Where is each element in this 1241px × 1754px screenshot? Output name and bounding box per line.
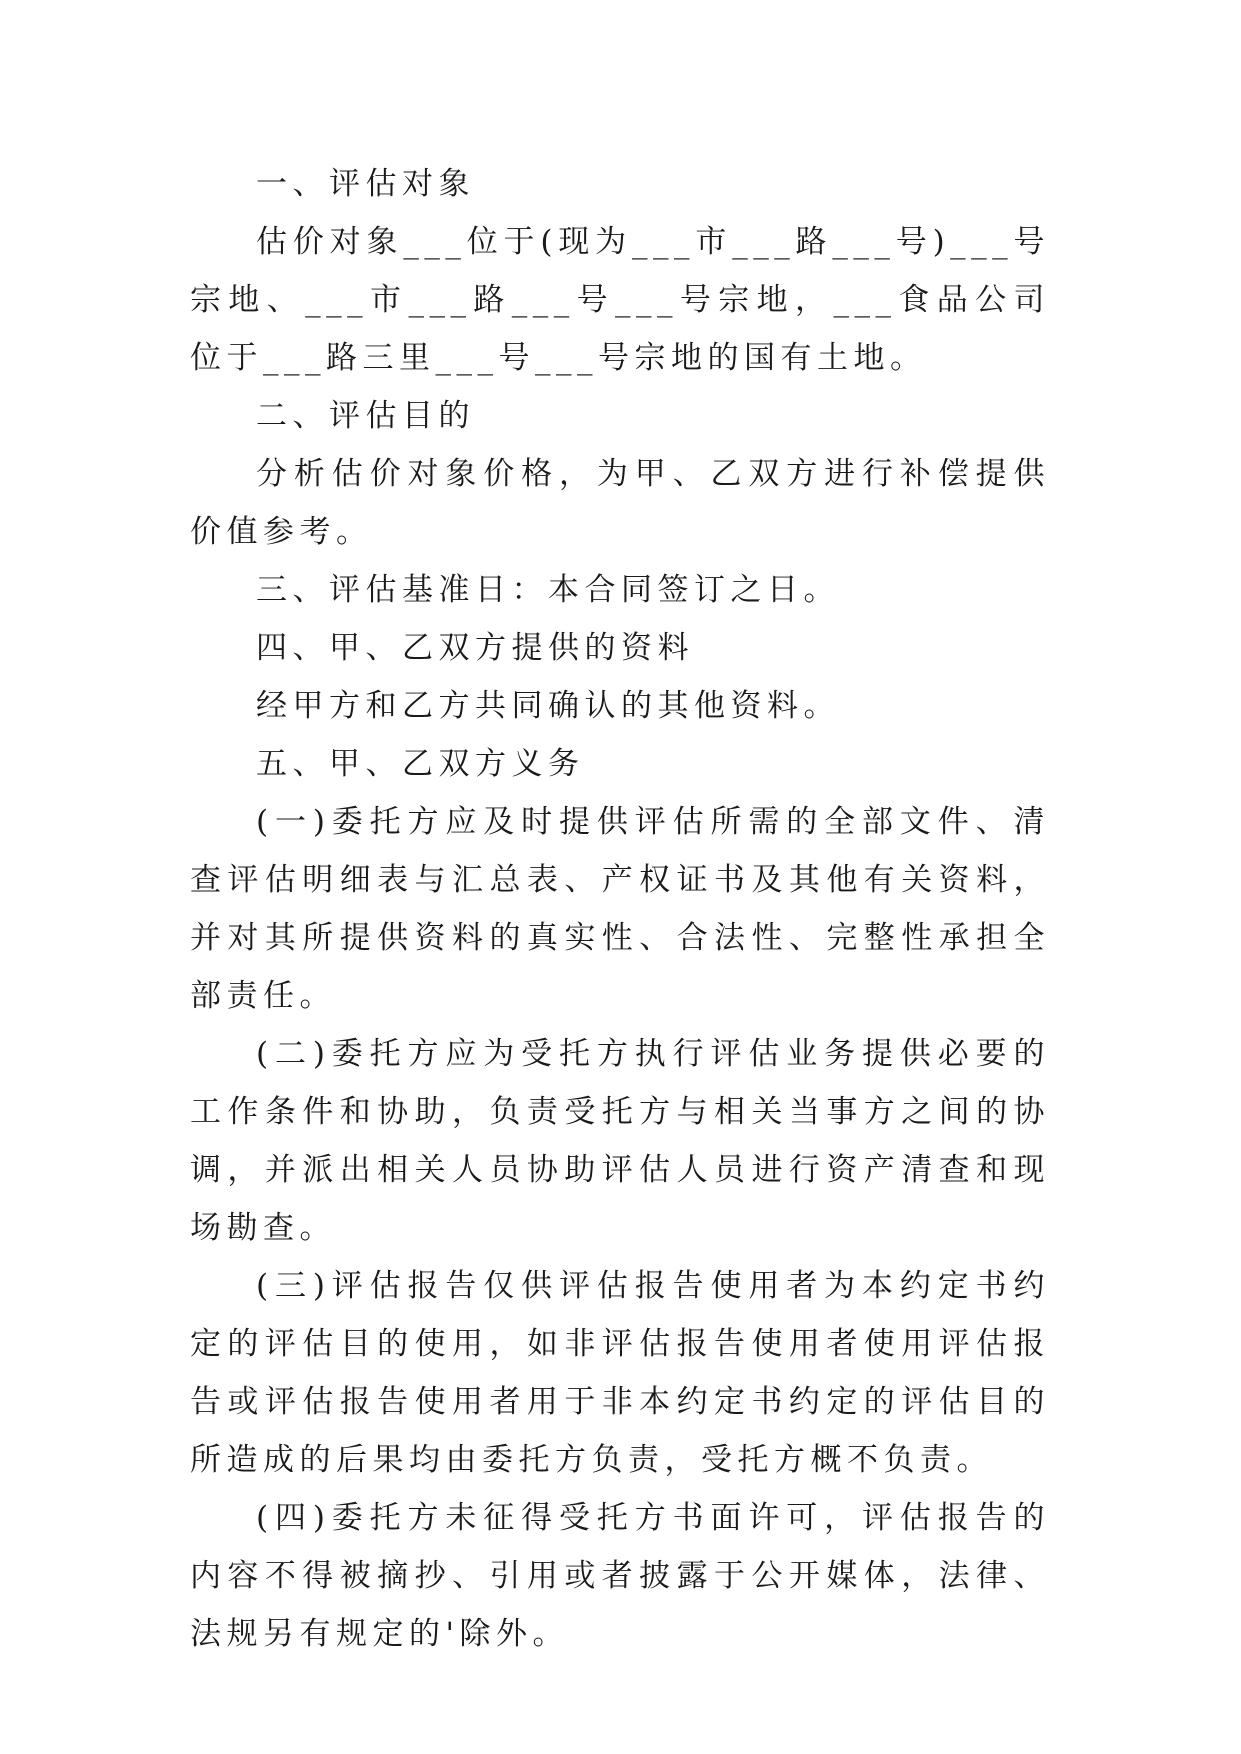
heading-evaluation-purpose: 二、评估目的 bbox=[256, 398, 475, 434]
document-body bbox=[190, 155, 1050, 1663]
paragraph-evaluation-object: 估价对象___位于(现为___市___路___号)___号宗地、___市___路___号___号宗地，___食品公司位于___路三里___号___号宗地的国有土地。 bbox=[190, 224, 1050, 376]
clause-4: (四)委托方未征得受托方书面许可，评估报告的内容不得被摘抄、引用或者披露于公开媒体，法律、法规另有规定的'除外。 bbox=[190, 1500, 1050, 1652]
heading-provided-materials: 四、甲、乙双方提供的资料 bbox=[256, 630, 694, 666]
heading-obligations: 五、甲、乙双方义务 bbox=[256, 746, 585, 782]
clause-1: (一)委托方应及时提供评估所需的全部文件、清查评估明细表与汇总表、产权证书及其他有关资料，并对其所提供资料的真实性、合法性、完整性承担全部责任。 bbox=[190, 804, 1050, 1014]
paragraph-evaluation-purpose: 分析估价对象价格，为甲、乙双方进行补偿提供价值参考。 bbox=[190, 456, 1050, 550]
paragraph-provided-materials: 经甲方和乙方共同确认的其他资料。 bbox=[256, 688, 840, 724]
heading-evaluation-object: 一、评估对象 bbox=[256, 166, 475, 202]
clause-3: (三)评估报告仅供评估报告使用者为本约定书约定的评估目的使用，如非评估报告使用者使用评估报告或评估报告使用者用于非本约定书约定的评估目的所造成的后果均由委托方负责，受托方概不负责。 bbox=[190, 1268, 1050, 1478]
heading-base-date: 三、评估基准日：本合同签订之日。 bbox=[256, 572, 840, 608]
clause-2: (二)委托方应为受托方执行评估业务提供必要的工作条件和协助，负责受托方与相关当事方之间的协调，并派出相关人员协助评估人员进行资产清查和现场勘查。 bbox=[190, 1036, 1050, 1246]
